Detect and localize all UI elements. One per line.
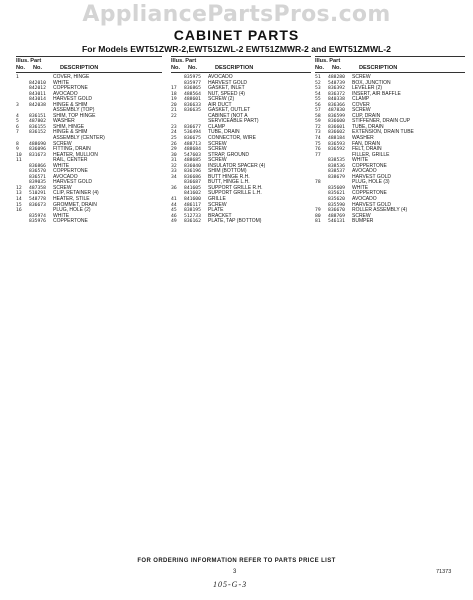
description-cell: COPPERTONE	[352, 190, 387, 197]
illus-no-cell: 36	[171, 185, 177, 191]
ordering-note: FOR ORDERING INFORMATION REFER TO PARTS PRICE LIST	[137, 558, 336, 564]
illus-no-cell: 46	[171, 213, 177, 219]
illus-no-cell: 32	[171, 163, 177, 169]
no-label: No.	[171, 65, 181, 71]
description-cell: BUTT HINGE R.H.	[208, 173, 250, 180]
description-cell: SCREW	[352, 74, 371, 80]
illus-no-cell: 49	[171, 219, 177, 225]
illus-no-cell: 54	[315, 91, 321, 97]
part-no-cell: 836162	[184, 219, 201, 225]
description-cell: AIR DUCT	[208, 101, 232, 108]
illus-no-cell: 11	[16, 158, 22, 164]
illus-no-cell: 76	[315, 147, 321, 153]
part-no-cell: 836602	[328, 130, 345, 136]
description-cell: HARVEST GOLD	[208, 79, 247, 86]
illus-no-cell: 13	[16, 191, 22, 197]
part-no-cell: 487830	[328, 108, 345, 114]
description-cell: HARVEST GOLD	[352, 201, 391, 208]
illus-no-cell: 3	[16, 102, 19, 108]
illus-no-cell: 74	[315, 136, 321, 142]
illus-no-cell: 4	[16, 113, 19, 119]
part-no-cell: 836366	[328, 102, 345, 108]
illus-no-cell: 59	[315, 119, 321, 125]
description-cell: COVER	[352, 101, 370, 108]
description-cell: PLUG, HOLE (2)	[53, 207, 91, 214]
illus-no-cell: 73	[315, 130, 321, 136]
column-header	[171, 56, 311, 74]
description-cell: CLIP, RETAINER (4)	[53, 190, 99, 197]
description-cell: CLAMP	[208, 123, 226, 130]
description-cell: FITTING, DRAIN	[53, 146, 91, 153]
description-cell: CONNECTOR, WIRE	[208, 135, 256, 142]
illus-no-cell: 52	[315, 80, 321, 86]
part-no-cell: 488713	[184, 141, 201, 147]
part-no-cell: 548778	[29, 197, 46, 203]
illus-no-cell: 23	[171, 124, 177, 130]
part-no-cell: 488685	[184, 158, 201, 164]
description-cell: HARVEST GOLD	[352, 173, 391, 180]
part-no-cell: 836635	[184, 108, 201, 114]
part-no-cell: 838195	[184, 208, 201, 214]
description-label: DESCRIPTION	[215, 65, 254, 71]
part-no-cell: 835974	[29, 213, 46, 219]
illus-no-cell: 81	[315, 219, 321, 225]
part-no-cell: 488690	[29, 141, 46, 147]
models-subtitle: For Models EWT51ZWR-2,EWT51ZWL-2 EWT51ZMWR-2 and EWT51ZMWL-2	[82, 44, 391, 54]
illus-no-cell: 25	[171, 136, 177, 142]
illus-no-cell: 7	[16, 130, 19, 136]
parts-column-1	[16, 56, 162, 225]
rows-col-2	[171, 75, 311, 225]
illus-no-cell: 44	[171, 202, 177, 208]
description-cell: COPPERTONE	[53, 168, 88, 175]
description-cell: INSULATOR SPACER (4)	[208, 162, 266, 169]
part-no-cell: 835609	[328, 185, 345, 191]
illus-no-cell: 16	[16, 208, 22, 214]
description-cell: SCREW	[53, 140, 72, 147]
illus-no-cell: 6	[16, 124, 19, 130]
part-no-cell: 836865	[184, 86, 201, 92]
description-cell: SCREW	[208, 157, 227, 164]
part-no-cell: 488184	[328, 136, 345, 142]
part-no-cell: 835621	[328, 191, 345, 197]
part-no-cell: 838537	[328, 169, 345, 175]
part-no-cell: 841605	[184, 185, 201, 191]
description-cell: HINGE & SHIM	[53, 129, 88, 136]
description-cell: GASKET, INLET	[208, 85, 245, 92]
description-cell: BUTT, HINGE L.H.	[208, 179, 250, 186]
part-no-cell: 842038	[29, 102, 46, 108]
description-cell: SHIM, TOP HINGE	[53, 112, 96, 119]
part-no-cell: 842010	[29, 80, 46, 86]
description-cell: CLAMP	[352, 96, 370, 103]
illus-no-cell: 18	[171, 91, 177, 97]
page-number: 3	[233, 569, 237, 575]
description-cell: PLUG, HOLE (3)	[352, 179, 390, 186]
description-cell: RAIL, CENTER	[53, 157, 88, 164]
part-no-cell: 838535	[328, 158, 345, 164]
description-cell: AVOCADO	[352, 196, 377, 203]
illus-no-cell: 79	[315, 208, 321, 214]
table-row	[315, 219, 465, 225]
illus-part-label: Illus. Part	[315, 58, 341, 64]
illus-no-cell: 20	[171, 102, 177, 108]
no2-label: No.	[188, 65, 198, 71]
illus-no-cell: 57	[315, 108, 321, 114]
description-cell: SCREW	[352, 212, 371, 219]
illus-no-cell: 15	[16, 202, 22, 208]
no2-label: No.	[33, 65, 43, 71]
description-cell: HEATER, STILE	[53, 196, 90, 203]
description-cell: EXTENSION, DRAIN TUBE	[352, 129, 414, 136]
illus-no-cell: 55	[315, 97, 321, 103]
illus-no-cell: 75	[315, 141, 321, 147]
part-no-cell: 835590	[328, 202, 345, 208]
description-cell: GROMMET, DRAIN	[53, 201, 97, 208]
part-no-cell: 836570	[29, 169, 46, 175]
description-cell: PLATE	[208, 207, 224, 214]
part-no-cell: 836196	[184, 169, 201, 175]
description-cell: BRACKET	[208, 212, 232, 219]
description-label: DESCRIPTION	[60, 65, 99, 71]
description-cell: NUT, SPEED (4)	[208, 90, 245, 97]
description-cell: AVOCADO	[208, 74, 233, 80]
part-no-cell: 836392	[328, 86, 345, 92]
description-cell: WASHER	[53, 118, 75, 125]
part-no-cell: 546131	[328, 219, 345, 225]
part-no-cell: 840338	[328, 97, 345, 103]
description-cell: SUPPORT GRILLE L.H.	[208, 190, 262, 197]
illus-no-cell: 1	[16, 75, 19, 80]
description-cell: INSERT, AIR BAFFLE	[352, 90, 401, 97]
rows-col-3	[315, 75, 465, 225]
illus-no-cell: 29	[171, 147, 177, 153]
illus-no-cell: 80	[315, 213, 321, 219]
parts-column-3	[315, 56, 465, 225]
parts-column-2	[171, 56, 311, 225]
part-no-cell: 838679	[328, 174, 345, 180]
part-no-cell: 548739	[328, 80, 345, 86]
part-no-cell: 487802	[29, 119, 46, 125]
description-cell: WHITE	[53, 212, 70, 219]
column-header	[315, 56, 465, 74]
part-no-cell: 486117	[184, 202, 201, 208]
part-no-cell: 536494	[184, 130, 201, 136]
illus-no-cell: 17	[171, 86, 177, 92]
illus-no-cell: 19	[171, 97, 177, 103]
illus-no-cell: 41	[171, 197, 177, 203]
description-cell: SCREW (2)	[208, 96, 235, 103]
description-cell: COPPERTONE	[53, 218, 88, 225]
description-cell: TUBE, DRAIN	[352, 123, 384, 130]
part-no-cell: 836599	[328, 113, 345, 119]
part-no-cell: 836152	[29, 130, 46, 136]
description-cell: SCREW	[208, 146, 227, 153]
description-cell: GASKET, OUTLET	[208, 107, 251, 114]
no2-label: No.	[332, 65, 342, 71]
illus-no-cell: 8	[16, 141, 19, 147]
part-no-cell: 839035	[29, 180, 46, 186]
description-cell: GRILLE	[208, 196, 226, 203]
illus-no-cell: 58	[315, 113, 321, 119]
part-no-cell: 835620	[328, 197, 345, 203]
description-cell: WHITE	[53, 162, 70, 169]
no-label: No.	[315, 65, 325, 71]
illus-no-cell: 34	[171, 174, 177, 180]
illus-no-cell: 24	[171, 130, 177, 136]
illus-no-cell: 14	[16, 197, 22, 203]
part-no-cell: 836096	[29, 147, 46, 153]
part-no-cell: 838536	[328, 163, 345, 169]
illus-no-cell: 72	[315, 124, 321, 130]
description-cell: FELT, DRAIN	[352, 146, 382, 153]
description-cell: FILLER, GRILLE	[352, 151, 390, 158]
part-no-cell: 841600	[184, 197, 201, 203]
description-cell: SHIM (BOTTOM)	[208, 168, 247, 175]
part-no-cell: 841602	[184, 191, 201, 197]
description-cell: STIFFENER, DRAIN CUP	[352, 118, 411, 125]
illus-no-cell: 30	[171, 152, 177, 158]
rows-col-1	[16, 75, 162, 225]
part-no-cell: 488601	[184, 97, 201, 103]
part-no-cell: 512733	[184, 213, 201, 219]
description-cell: STRAP, GROUND	[208, 151, 250, 158]
part-no-cell: 836866	[29, 163, 46, 169]
illus-no-cell: 51	[315, 75, 321, 80]
description-cell: SCREW	[352, 107, 371, 114]
table-row	[16, 219, 162, 225]
part-no-cell: 836677	[184, 124, 201, 130]
document-number: 71373	[436, 569, 452, 575]
part-no-cell: 487358	[29, 185, 46, 191]
illus-no-cell: 53	[315, 86, 321, 92]
illus-no-cell: 22	[171, 113, 177, 119]
part-no-cell: 547603	[184, 152, 201, 158]
illus-no-cell: 10	[16, 152, 22, 158]
handwritten-note: 105-G-3	[213, 580, 248, 589]
description-cell: AVOCADO	[53, 90, 78, 97]
illus-no-cell: 45	[171, 208, 177, 214]
description-cell: HARVEST GOLD	[53, 96, 92, 103]
description-cell: SCREW	[208, 140, 227, 147]
table-row	[171, 219, 311, 225]
description-cell: SCREW	[53, 184, 72, 191]
part-no-cell: 836592	[328, 147, 345, 153]
part-no-cell: 836633	[184, 102, 201, 108]
description-cell: WHITE	[53, 79, 70, 86]
part-no-cell: 836601	[328, 124, 345, 130]
description-cell: HINGE & SHIM	[53, 101, 88, 108]
description-cell: HEATER, MULLION	[53, 151, 98, 158]
description-cell: WASHER	[352, 135, 374, 142]
column-header	[16, 56, 162, 74]
part-no-cell: 836593	[328, 141, 345, 147]
part-no-cell: 843011	[29, 91, 46, 97]
description-cell: COPPERTONE	[53, 85, 88, 92]
part-no-cell: 835976	[29, 219, 46, 225]
description-cell: PLATE, TAP (BOTTOM)	[208, 218, 262, 225]
description-cell: SUPPORT GRILLE R.H.	[208, 184, 263, 191]
part-no-cell: 836686	[184, 174, 201, 180]
illus-part-label: Illus. Part	[171, 58, 197, 64]
part-no-cell: 836151	[29, 113, 46, 119]
description-cell: WHITE	[352, 184, 369, 191]
part-no-cell: 843014	[29, 97, 46, 103]
illus-no-cell: 5	[16, 119, 19, 125]
part-no-cell: 831673	[29, 152, 46, 158]
description-cell: COPPERTONE	[352, 162, 387, 169]
illus-no-cell: 77	[315, 152, 321, 158]
description-cell: FAN, DRAIN	[352, 140, 381, 147]
part-no-cell: 488769	[328, 213, 345, 219]
description-cell: WHITE	[352, 157, 369, 164]
illus-no-cell: 12	[16, 185, 22, 191]
description-cell: LEVELER (2)	[352, 85, 383, 92]
part-no-cell: 488280	[328, 75, 345, 80]
description-cell: CUP, DRAIN	[352, 112, 381, 119]
page-title: CABINET PARTS	[173, 27, 300, 43]
watermark: AppliancePartsPros.com	[82, 2, 391, 27]
part-no-cell: 836673	[29, 202, 46, 208]
illus-no-cell: 78	[315, 180, 321, 186]
illus-no-cell: 33	[171, 169, 177, 175]
description-cell: SERVICEABLE PART)	[208, 118, 259, 125]
part-no-cell: 836675	[184, 136, 201, 142]
description-cell: COVER, HINGE	[53, 74, 90, 80]
description-cell: BOX, JUNCTION	[352, 79, 391, 86]
part-no-cell: 836670	[328, 208, 345, 214]
illus-no-cell: 26	[171, 141, 177, 147]
description-cell: CABINET (NOT A	[208, 112, 248, 119]
description-cell: SHIM, HINGE	[53, 123, 85, 130]
description-cell: ASSEMBLY (TOP)	[53, 107, 95, 114]
description-cell: SCREW	[208, 201, 227, 208]
part-no-cell: 835977	[184, 80, 201, 86]
part-no-cell: 836571	[29, 174, 46, 180]
part-no-cell: 836600	[328, 119, 345, 125]
description-cell: ROLLER ASSEMBLY (4)	[352, 207, 408, 214]
description-label: DESCRIPTION	[359, 65, 398, 71]
no-label: No.	[16, 65, 26, 71]
part-no-cell: 836372	[328, 91, 345, 97]
part-no-cell: 836155	[29, 124, 46, 130]
illus-no-cell: 31	[171, 158, 177, 164]
illus-no-cell: 9	[16, 147, 19, 153]
description-cell: TUBE, DRAIN	[208, 129, 240, 136]
illus-part-label: Illus. Part	[16, 58, 42, 64]
part-no-cell: 488564	[184, 91, 201, 97]
part-no-cell: 835975	[184, 75, 201, 80]
part-no-cell: 488684	[184, 147, 201, 153]
part-no-cell: 842012	[29, 86, 46, 92]
illus-no-cell: 21	[171, 108, 177, 114]
part-no-cell: 836687	[184, 180, 201, 186]
description-cell: HARVEST GOLD	[53, 179, 92, 186]
illus-no-cell: 56	[315, 102, 321, 108]
description-cell: AVOCADO	[53, 173, 78, 180]
description-cell: AVOCADO	[352, 168, 377, 175]
part-no-cell: 836040	[184, 163, 201, 169]
description-cell: BUMPER	[352, 218, 374, 225]
part-no-cell: 510291	[29, 191, 46, 197]
description-cell: ASSEMBLY (CENTER)	[53, 135, 105, 142]
